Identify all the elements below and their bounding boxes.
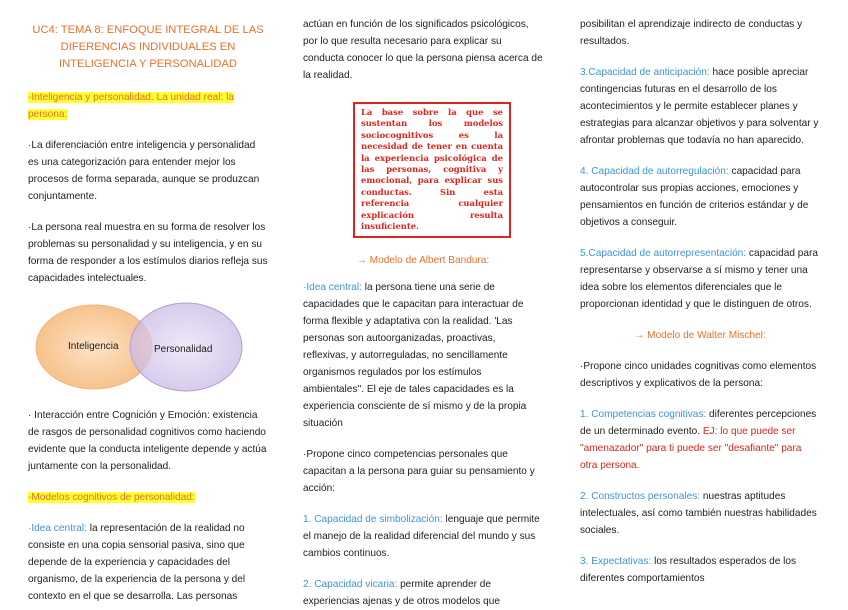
list-item: 4. Capacidad de autorregulación: capacidad para autocontrolar sus propias acciones, emociones y pensamientos en función de criterios estándar y de objetivos a conseguir.	[580, 166, 809, 228]
paragraph: ·Propone cinco competencias personales que capacitan a la persona para guiar su pensamiento y acción:	[303, 449, 535, 495]
paragraph: ·La diferenciación entre inteligencia y personalidad es una categorización para entender mejor los procesos de forma separada, aunque se produzcan conjuntamente.	[28, 140, 260, 202]
list-item: 1. Capacidad de simbolización: lenguaje que permite el manejo de la realidad diferencial del mundo y sus cambios continuos.	[303, 514, 540, 560]
venn-label-inteligencia: Inteligencia	[68, 341, 119, 352]
column-2	[303, 16, 543, 610]
list-item: 5.Capacidad de autorrepresentación: capacidad para representarse y observarse a sí mismo y tener una idea sobre los elementos diferenciales que le proporcionan identidad y que le distinguen de otros.	[580, 248, 818, 310]
column-1	[28, 22, 268, 605]
venn-circles	[34, 301, 244, 393]
paragraph: ·La persona real muestra en su forma de resolver los problemas su personalidad y su inteligencia, y en su forma de responder a los estímulos diarios refleja sus capacidades intelectuales.	[28, 222, 268, 284]
list-item: 2. Capacidad vicaria: permite aprender de experiencias ajenas y de otros modelos que	[303, 579, 500, 608]
list-item: 2. Constructos personales: nuestras aptitudes intelectuales, así como también nuestras habilidades sociales.	[580, 491, 817, 536]
paragraph-idea-central: ·Idea central: la persona tiene una serie de capacidades que le capacitan para interactuar de forma flexible y adaptativa con la realidad. 'Las personas son autoorganizadas, proactivas, reflexivas, y autorreguladas, no sencillamente organismos regulados por los estímulos ambientales''. El eje de tales capacidades es la experiencia consciente de sí mismo y de la propia situación	[303, 282, 527, 430]
heading-modelos-cognitivos: -Modelos cognitivos de personalidad:	[28, 492, 195, 503]
paragraph-idea-central: ·Idea central: la representación de la realidad no consiste en una copia sensorial pasiva, sino que depende de la experiencia y capacidades del organismo, de la experiencia de la persona y del contexto en el que se desarrolla. Las personas	[28, 523, 246, 602]
heading-inteligencia-personalidad: -Inteligencia y personalidad. La unidad real: la persona:	[28, 92, 234, 120]
heading-bandura: → Modelo de Albert Bandura:	[356, 255, 490, 267]
paragraph: ·Propone cinco unidades cognitivas como elementos descriptivos y explicativos de la persona:	[580, 361, 817, 389]
page-title: UC4: TEMA 8: ENFOQUE INTEGRAL DE LAS DIFERENCIAS INDIVIDUALES EN INTELIGENCIA Y PERSONALIDAD	[32, 24, 264, 70]
venn-diagram	[34, 301, 244, 393]
paragraph: actúan en función de los significados psicológicos, por lo que resulta necesario para explicar su conducta conocer lo que la persona piensa acerca de la realidad.	[303, 19, 543, 81]
list-item: 3. Expectativas: los resultados esperados de los diferentes comportamientos	[580, 556, 797, 584]
list-item: 3.Capacidad de anticipación: hace posible apreciar contingencias futuras en el desarrollo de los acontecimientos y le permite establecer planes y estrategias para alcanzar objetivos y para solventar y afrontar problemas que todavía no han aparecido.	[580, 67, 819, 146]
heading-mischel: → Modelo de Walter Mischel:	[634, 330, 766, 341]
list-item: 1. Competencias cognitivas: diferentes percepciones de un determinado evento. EJ: lo que puede ser "amenazador" para ti puede ser "desafiante" para otra persona.	[580, 409, 817, 471]
paragraph: · Interacción entre Cognición y Emoción: existencia de rasgos de personalidad cognitivos como haciendo evidente que la conducta inteligente depende y actúa juntamente con la personalidad.	[28, 410, 267, 472]
paragraph: posibilitan el aprendizaje indirecto de conductas y resultados.	[580, 19, 803, 47]
column-3	[580, 16, 820, 587]
callout-box: La base sobre la que se sustentan los modelos sociocognitivos es la necesidad de tener en cuenta la experiencia psicológica de las personas, cognitiva y emocional, para explicar sus conductas. Sin esta referencia cualquier explicación resulta insuficiente.	[353, 102, 511, 238]
venn-label-personalidad: Personalidad	[154, 344, 213, 355]
